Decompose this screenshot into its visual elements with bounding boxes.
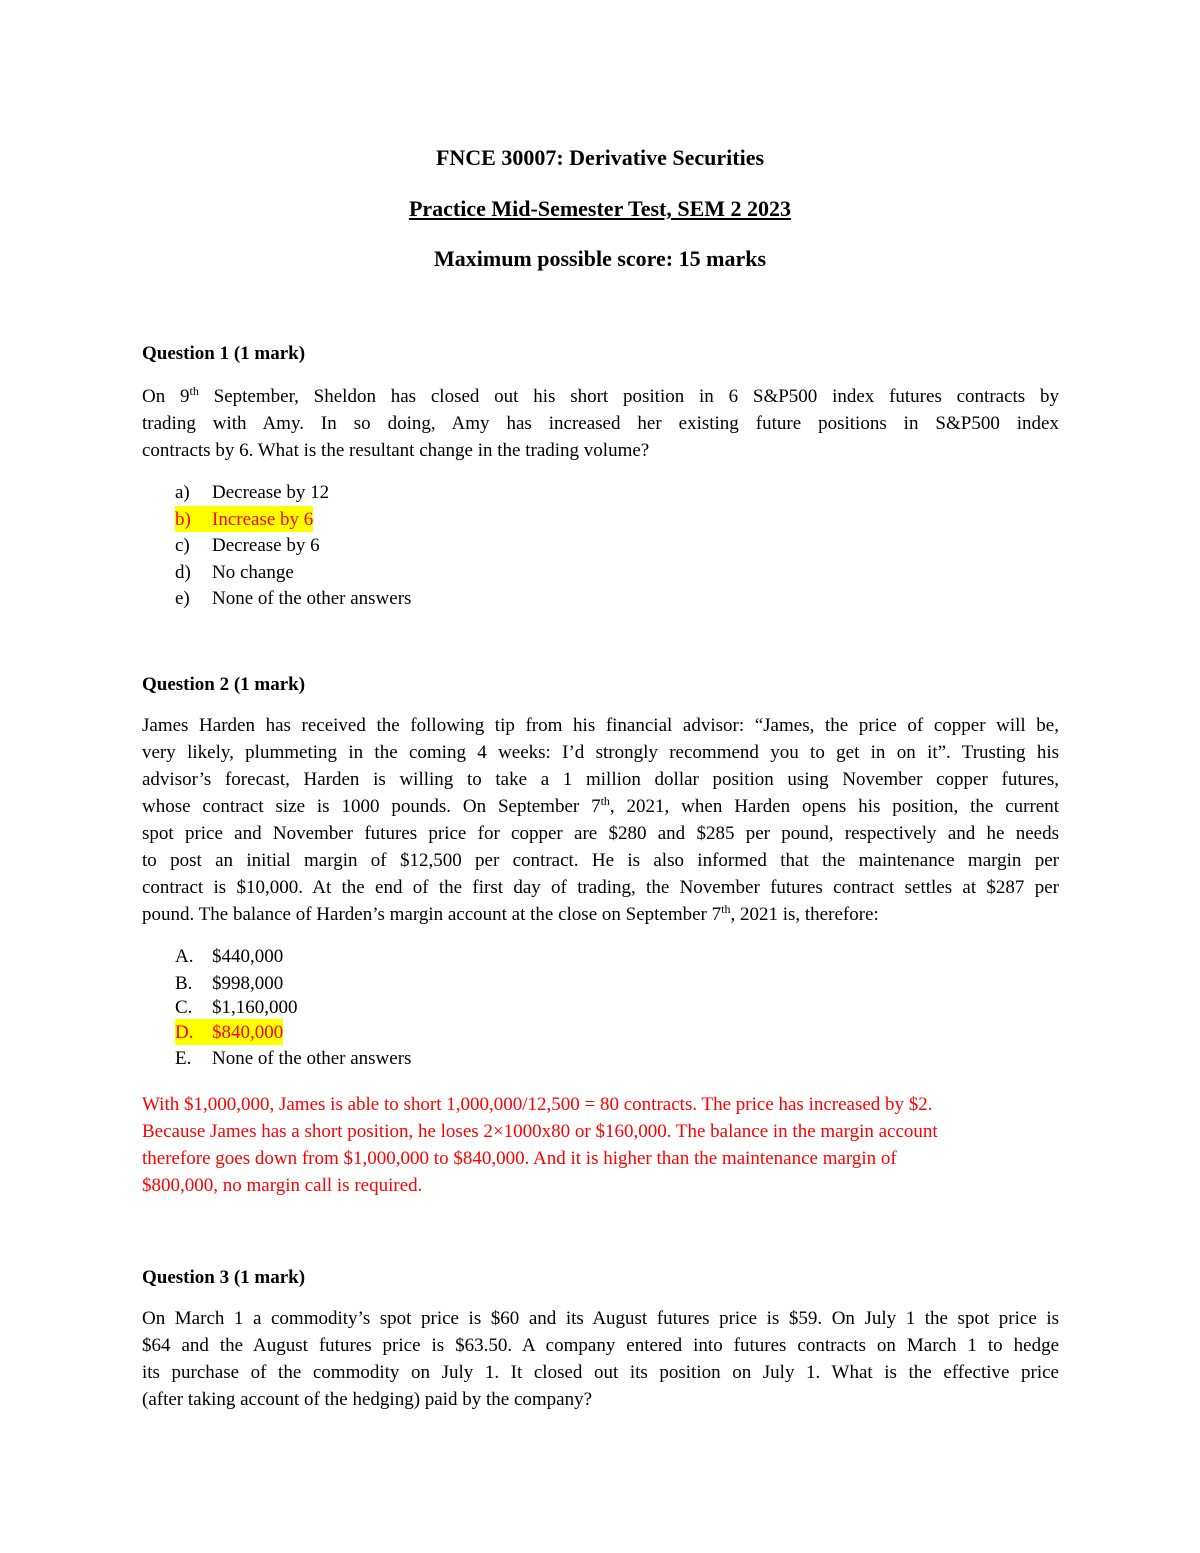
text-line: Because James has a short position, he loses 2×1000x80 or $160,000. The balance in the margin account: [142, 1121, 938, 1142]
option: B. $998,000: [175, 972, 284, 994]
text-line: $64 and the August futures price is $63.50. A company entered into futures contracts on March 1 to hedge: [142, 1335, 1059, 1356]
max-score: Maximum possible score: 15 marks: [433, 246, 767, 271]
text-line: James Harden has received the following tip from his financial advisor: “James, the price of copper will be,: [142, 715, 1059, 736]
question-1-text: [142, 383, 1059, 464]
question-3-title: Question 3 (1 mark): [142, 1267, 306, 1288]
option-correct: b) Increase by 6: [142, 506, 411, 533]
option: C. $1,160,000: [175, 997, 298, 1018]
text-line: pound. The balance of Harden’s margin account at the close on September 7th, 2021 is, therefore:: [142, 902, 879, 925]
option: a) Decrease by 12: [175, 482, 330, 503]
text-line: On March 1 a commodity’s spot price is $60 and its August futures price is $59. On July 1 the spot price is: [142, 1308, 1059, 1329]
text-line: spot price and November futures price for copper are $280 and $285 per pound, respectively and he needs: [142, 823, 1059, 844]
option: E. None of the other answers: [175, 1047, 412, 1069]
test-title: Practice Mid-Semester Test, SEM 2 2023: [408, 196, 792, 221]
course-title: FNCE 30007: Derivative Securities: [435, 145, 765, 170]
text-line: advisor’s forecast, Harden is willing to take a 1 million dollar position using November copper futures,: [142, 769, 1059, 790]
option: e) None of the other answers: [175, 588, 412, 609]
text-line: (after taking account of the hedging) paid by the company?: [142, 1389, 593, 1410]
text-line: very likely, plummeting in the coming 4 weeks: I’d strongly recommend you to get in on it”. Trusting his: [142, 742, 1059, 763]
text-line: contracts by 6. What is the resultant change in the trading volume?: [142, 440, 650, 461]
question-2-options: [142, 943, 411, 1071]
text-line: therefore goes down from $1,000,000 to $840,000. And it is higher than the maintenance margin of: [142, 1148, 897, 1169]
option: c) Decrease by 6: [175, 535, 320, 556]
text-line: to post an initial margin of $12,500 per contract. He is also informed that the maintenance margin per: [142, 850, 1059, 871]
question-2-title: Question 2 (1 mark): [142, 674, 306, 695]
text-line: its purchase of the commodity on July 1. It closed out its position on July 1. What is the effective price: [142, 1362, 1059, 1383]
question-3-text: [142, 1305, 1059, 1413]
question-2-text: [142, 712, 1059, 928]
option: d) No change: [175, 561, 294, 583]
option-correct: D. $840,000: [142, 1019, 411, 1045]
question-1-options: [142, 479, 411, 612]
option: A. $440,000: [175, 946, 284, 967]
text-line: With $1,000,000, James is able to short 1,000,000/12,500 = 80 contracts. The price has increased by $2.: [142, 1094, 933, 1115]
text-line: whose contract size is 1000 pounds. On September 7th, 2021, when Harden opens his position, the current: [142, 794, 1059, 817]
text-line: $800,000, no margin call is required.: [142, 1175, 423, 1196]
text-line: contract is $10,000. At the end of the first day of trading, the November futures contract settles at $287 per: [142, 877, 1059, 898]
text-line: On 9th September, Sheldon has closed out his short position in 6 S&P500 index futures contracts by: [142, 384, 1059, 407]
text-line: trading with Amy. In so doing, Amy has increased her existing future positions in S&P500 index: [142, 413, 1059, 434]
question-2-explanation: [142, 1091, 1059, 1199]
question-1-title: Question 1 (1 mark): [142, 343, 306, 364]
